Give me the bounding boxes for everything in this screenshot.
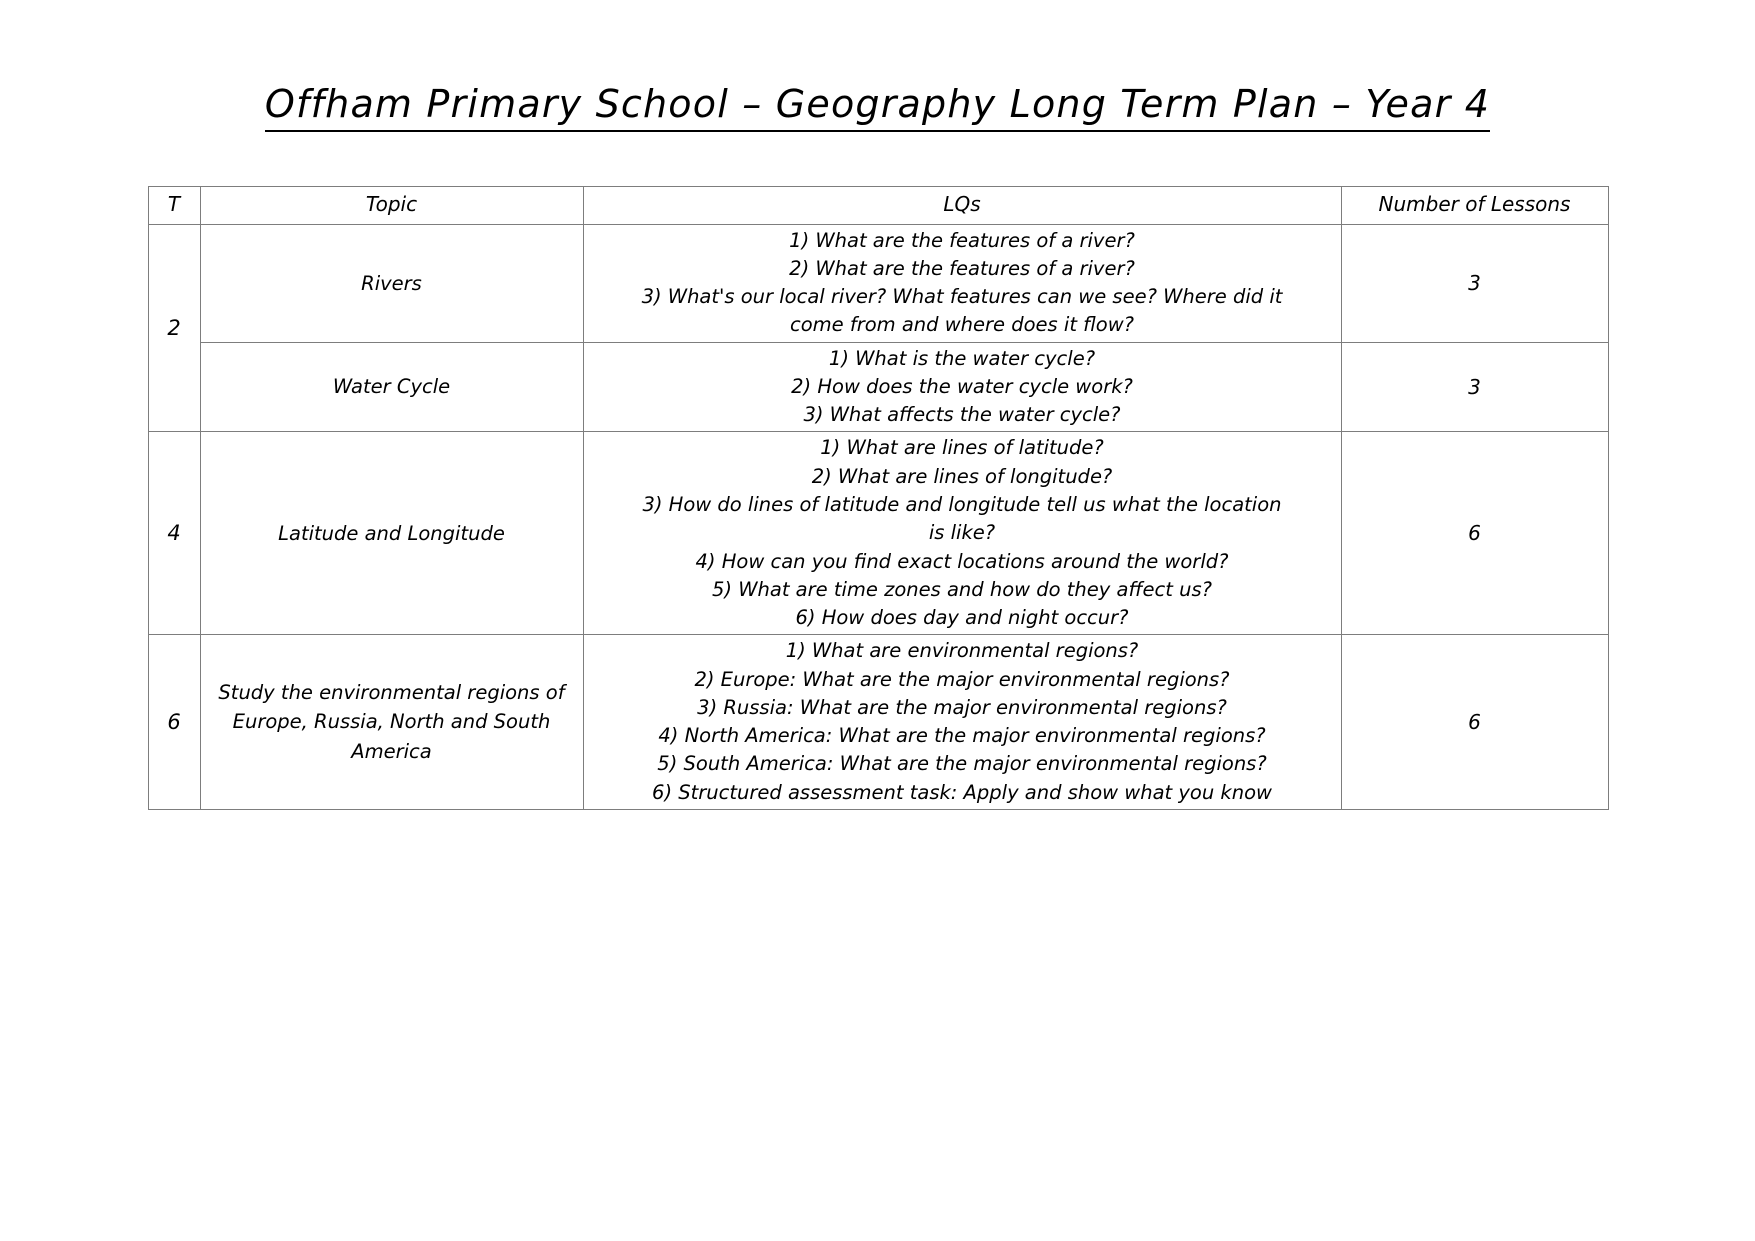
column-header-topic: Topic <box>200 186 583 224</box>
lq-list <box>583 635 1341 810</box>
lq-line: 3) How do lines of latitude and longitude tell us what the location <box>642 492 1282 516</box>
title-container <box>0 0 1755 158</box>
lesson-count: 6 <box>1341 635 1608 810</box>
lq-line: 3) Russia: What are the major environmental regions? <box>697 695 1227 719</box>
lq-line: 5) What are time zones and how do they affect us? <box>712 577 1212 601</box>
lq-line: 2) What are lines of longitude? <box>811 464 1113 488</box>
column-header-lessons: Number of Lessons <box>1341 186 1608 224</box>
lq-line: 6) How does day and night occur? <box>795 606 1129 630</box>
lq-line: 1) What are the features of a river? <box>789 228 1135 252</box>
lq-line: 4) North America: What are the major environmental regions? <box>658 724 1266 748</box>
lq-line: 6) Structured assessment task: Apply and show what you know <box>652 780 1272 804</box>
lesson-count: 3 <box>1341 224 1608 342</box>
lq-list <box>583 342 1341 432</box>
header-row <box>148 186 1608 224</box>
column-header-lqs: LQs <box>583 186 1341 224</box>
column-header-term: T <box>148 186 200 224</box>
table-row <box>148 224 1608 342</box>
table-body <box>148 224 1608 809</box>
topic-name: Study the environmental regions of Europe, Russia, North and South America <box>200 635 583 810</box>
term-number: 4 <box>148 432 200 635</box>
table-row <box>148 432 1608 635</box>
lq-line: 4) How can you find exact locations around the world? <box>695 549 1229 573</box>
lq-line: 1) What are environmental regions? <box>785 639 1139 663</box>
table-row <box>148 342 1608 432</box>
lq-line: 3) What's our local river? What features can we see? Where did it <box>641 285 1283 309</box>
lq-line: 2) How does the water cycle work? <box>791 374 1133 398</box>
term-number: 6 <box>148 635 200 810</box>
topic-name: Water Cycle <box>200 342 583 432</box>
lq-list <box>583 432 1341 635</box>
table-row <box>148 635 1608 810</box>
lq-line: 2) Europe: What are the major environmental regions? <box>694 667 1230 691</box>
lesson-count: 3 <box>1341 342 1608 432</box>
table-header <box>148 186 1608 224</box>
lq-list <box>583 224 1341 342</box>
long-term-plan-table <box>148 186 1609 810</box>
lq-line: 3) What affects the water cycle? <box>803 403 1121 427</box>
page-title: Offham Primary School – Geography Long Term Plan – Year 4 <box>265 83 1490 132</box>
lq-line: 2) What are the features of a river? <box>789 256 1135 280</box>
lq-line: is like? <box>928 521 996 545</box>
lq-line: 5) South America: What are the major environmental regions? <box>657 752 1267 776</box>
topic-name: Latitude and Longitude <box>200 432 583 635</box>
term-number: 2 <box>148 224 200 432</box>
lq-line: 1) What are lines of latitude? <box>820 436 1104 460</box>
plan-table-container <box>148 158 1608 810</box>
lesson-count: 6 <box>1341 432 1608 635</box>
topic-name: Rivers <box>200 224 583 342</box>
lq-line: come from and where does it flow? <box>789 313 1134 337</box>
lq-line: 1) What is the water cycle? <box>828 346 1096 370</box>
